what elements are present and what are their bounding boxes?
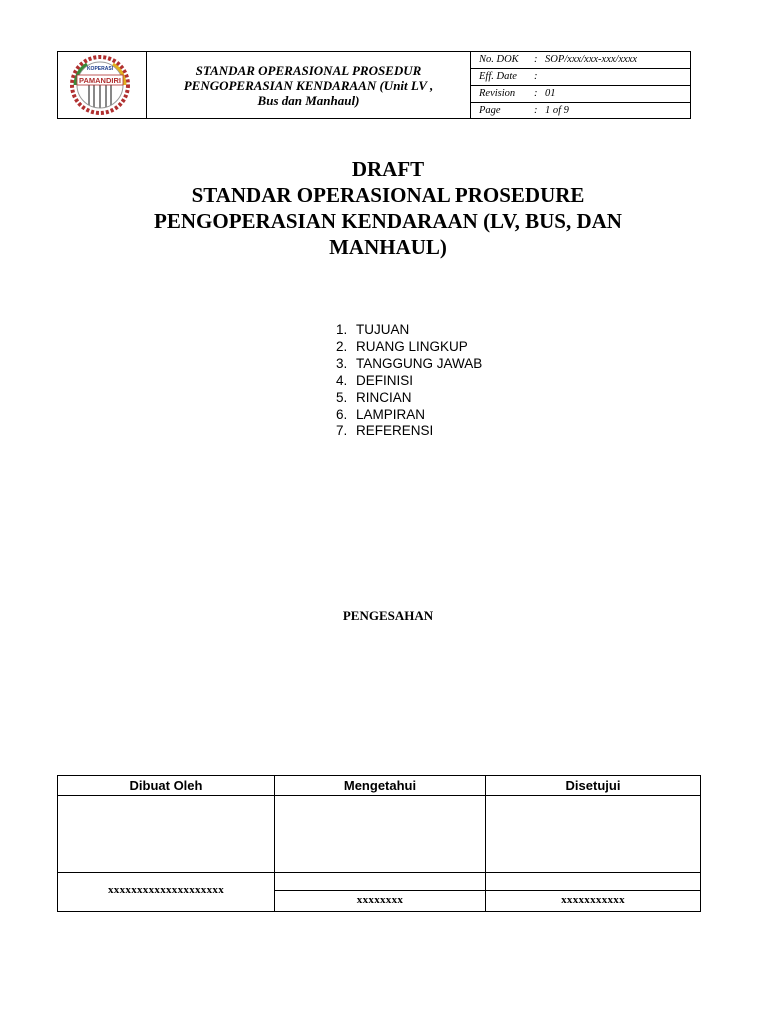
toc-item: 5. RINCIAN [336,389,412,405]
document-title-line: STANDAR OPERASIONAL PROSEDURE [191,183,585,207]
meta-value: 01 [545,88,556,99]
document-title [100,156,676,260]
header-title-line: STANDAR OPERASIONAL PROSEDUR [195,62,422,78]
approval-heading: PENGESAHAN [342,608,434,623]
header-disetujui: Disetujui [565,778,621,793]
document-meta [471,52,690,118]
table-of-contents [336,322,482,440]
meta-row-eff-date: Eff. Date : [471,69,690,86]
meta-row-revision: Revision : 01 [471,86,690,103]
signature-table [57,775,701,912]
signer-name-approved: xxxxxxxxxxx [561,894,625,906]
document-header [57,51,691,119]
toc-item: 4. DEFINISI [336,372,414,388]
toc-item: 7. REFERENSI [336,423,434,439]
header-dibuat-oleh: Dibuat Oleh [129,778,203,793]
signer-name-acknowledged: xxxxxxxx [356,894,404,906]
meta-label: Revision [479,88,516,99]
logo-top-text: KOPERASI [86,66,114,72]
header-title-line: PENGOPERASIAN KENDARAAN (Unit LV , [183,77,434,93]
meta-value: SOP/xxx/xxx-xxx/xxxx [545,54,638,65]
document-title-line: DRAFT [351,157,425,181]
meta-label: Page [479,105,501,116]
meta-row-page: Page : 1 of 9 [471,103,690,120]
toc-item: 1. TUJUAN [336,322,410,337]
meta-row-doc-number: No. DOK : SOP/xxx/xxx-xxx/xxxx [471,52,690,69]
document-title-line: PENGOPERASIAN KENDARAAN (LV, BUS, DAN [154,209,622,233]
toc-item: 6. LAMPIRAN [336,406,426,422]
company-logo [67,55,133,115]
toc-item: 3. TANGGUNG JAWAB [336,355,483,371]
logo-text: PAMANDIRI [79,76,121,85]
meta-value: 1 of 9 [545,105,569,116]
logo-cell [58,52,147,118]
header-title [147,52,471,118]
header-title-line: Bus dan Manhaul) [257,92,360,108]
document-title-line: MANHAUL) [329,235,447,259]
meta-label: No. DOK [479,54,519,65]
toc-item: 2. RUANG LINGKUP [336,338,468,354]
header-mengetahui: Mengetahui [343,778,417,793]
signer-name-prepared: xxxxxxxxxxxxxxxxxxxx [108,884,224,896]
meta-label: Eff. Date [479,71,517,82]
